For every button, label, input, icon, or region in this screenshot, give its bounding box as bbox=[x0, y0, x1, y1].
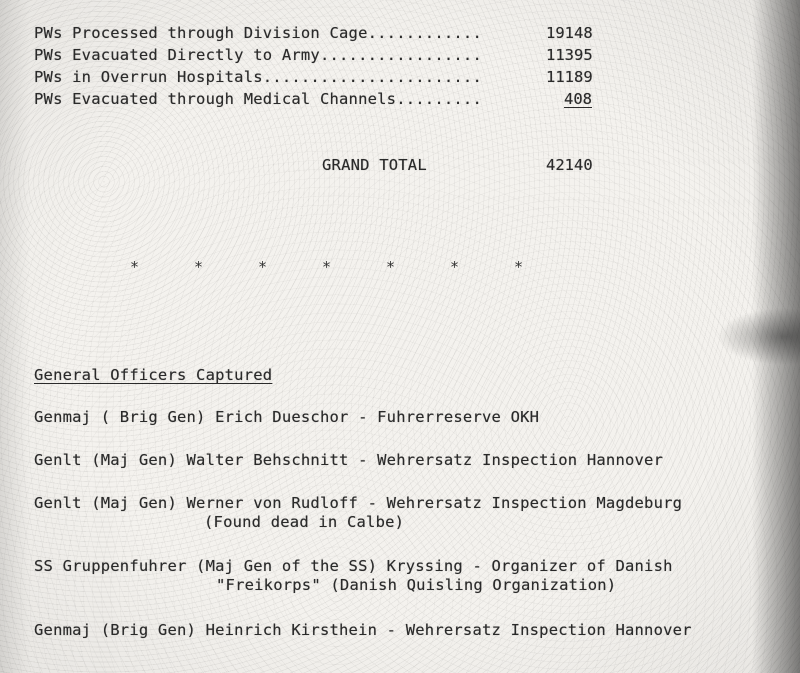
stat-value: 11189 bbox=[546, 68, 593, 86]
stat-value: 11395 bbox=[546, 46, 593, 64]
separator-star: * bbox=[194, 258, 204, 276]
scan-edge-left bbox=[0, 0, 30, 673]
separator-star: * bbox=[450, 258, 460, 276]
stat-label: PWs Evacuated Directly to Army................. bbox=[34, 46, 482, 64]
star-separator bbox=[0, 258, 800, 278]
grand-total-value: 42140 bbox=[546, 156, 593, 174]
officer-entry-note: "Freikorps" (Danish Quisling Organization) bbox=[216, 576, 617, 594]
separator-star: * bbox=[386, 258, 396, 276]
officer-entry: Genlt (Maj Gen) Werner von Rudloff - Wehrersatz Inspection Magdeburg bbox=[34, 494, 683, 512]
officer-entry: Genmaj ( Brig Gen) Erich Dueschor - Fuhrerreserve OKH bbox=[34, 408, 540, 426]
stat-value: 408 bbox=[564, 90, 592, 108]
officer-entry: Genmaj (Brig Gen) Heinrich Kirsthein - Wehrersatz Inspection Hannover bbox=[34, 621, 692, 639]
officer-entry-note: (Found dead in Calbe) bbox=[204, 513, 405, 531]
officer-entry: Genlt (Maj Gen) Walter Behschnitt - Wehrersatz Inspection Hannover bbox=[34, 451, 664, 469]
stat-label: PWs Processed through Division Cage............ bbox=[34, 24, 482, 42]
section-heading: General Officers Captured bbox=[34, 366, 273, 384]
grand-total-label: GRAND TOTAL bbox=[322, 156, 427, 174]
stat-label: PWs in Overrun Hospitals....................... bbox=[34, 68, 482, 86]
separator-star: * bbox=[130, 258, 140, 276]
separator-star: * bbox=[322, 258, 332, 276]
separator-star: * bbox=[258, 258, 268, 276]
stat-value: 19148 bbox=[546, 24, 593, 42]
separator-star: * bbox=[514, 258, 524, 276]
stat-label: PWs Evacuated through Medical Channels......... bbox=[34, 90, 482, 108]
scan-edge-right bbox=[752, 0, 800, 673]
officer-entry: SS Gruppenfuhrer (Maj Gen of the SS) Kryssing - Organizer of Danish bbox=[34, 557, 673, 575]
